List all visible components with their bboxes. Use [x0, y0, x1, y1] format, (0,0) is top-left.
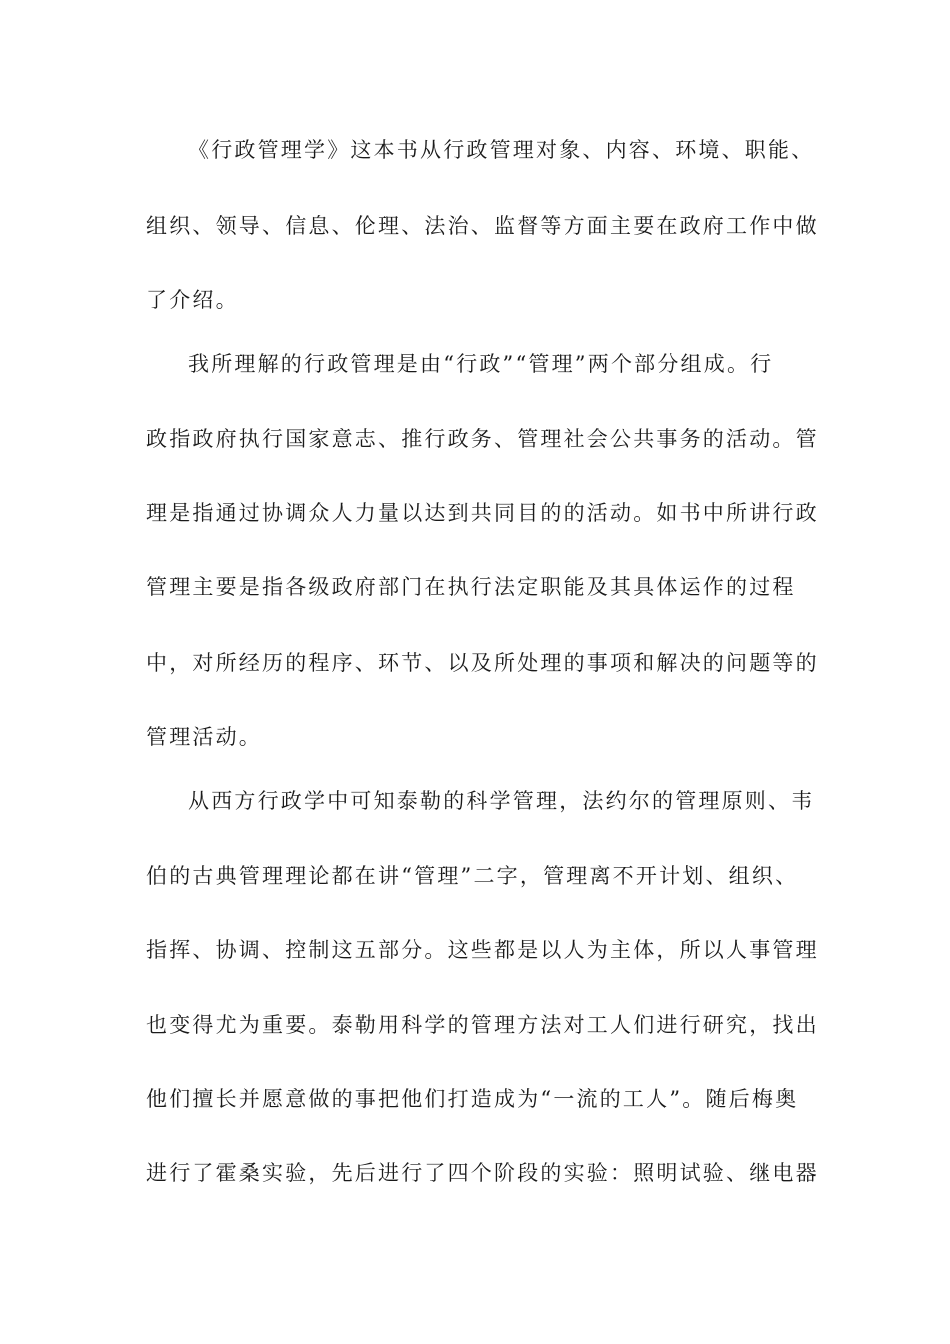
paragraph-2-line-6: 管理活动。 [146, 725, 262, 749]
paragraph-3-line-4: 也变得尤为重要。泰勒用科学的管理方法对工人们进行研究，找出 [146, 1013, 819, 1037]
paragraph-2-line-1: 我所理解的行政管理是由“行政”“管理”两个部分组成。行 [188, 352, 774, 376]
paragraph-3-line-5: 他们擅长并愿意做的事把他们打造成为“一流的工人”。随后梅奥 [146, 1087, 799, 1111]
paragraph-1-line-2: 组织、领导、信息、伦理、法治、监督等方面主要在政府工作中做 [146, 214, 819, 238]
paragraph-2-line-2: 政指政府执行国家意志、推行政务、管理社会公共事务的活动。管 [146, 427, 819, 451]
paragraph-1-line-3: 了介绍。 [146, 288, 239, 312]
paragraph-3-line-1: 从西方行政学中可知泰勒的科学管理，法约尔的管理原则、韦 [188, 789, 815, 813]
paragraph-2-line-4: 管理主要是指各级政府部门在执行法定职能及其具体运作的过程 [146, 575, 796, 599]
paragraph-2-line-5: 中，对所经历的程序、环节、以及所处理的事项和解决的问题等的 [146, 651, 819, 675]
paragraph-3-line-3: 指挥、协调、控制这五部分。这些都是以人为主体，所以人事管理 [146, 938, 819, 962]
paragraph-2-line-3: 理是指通过协调众人力量以达到共同目的的活动。如书中所讲行政 [146, 501, 819, 525]
paragraph-3-line-2: 伯的古典管理理论都在讲“管理”二字，管理离不开计划、组织、 [146, 864, 799, 888]
paragraph-1-line-1: 《行政管理学》这本书从行政管理对象、内容、环境、职能、 [188, 138, 815, 162]
paragraph-3-line-6: 进行了霍桑实验，先后进行了四个阶段的实验：照明试验、继电器 [146, 1161, 819, 1185]
